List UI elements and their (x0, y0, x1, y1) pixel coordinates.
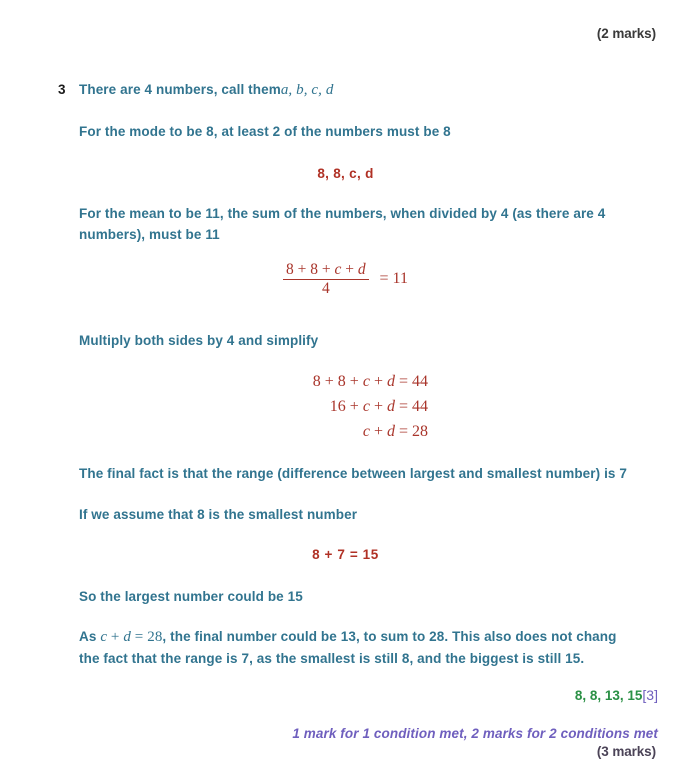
range-calculation-text: 8 + 7 = 15 (312, 547, 379, 562)
equation-lhs-numbers: 8 + 8 + (312, 373, 363, 390)
equation-row (0, 369, 428, 394)
question-stem-words: There are 4 numbers, call them (79, 82, 281, 97)
equation-var-c: c (362, 423, 370, 440)
marking-note: 1 mark for 1 condition met, 2 marks for 2 conditions met (292, 726, 658, 741)
fraction-numerator (283, 262, 369, 279)
multiply-instruction-text: Multiply both sides by 4 and simplify (79, 333, 319, 348)
equation-var-d: d (386, 423, 395, 440)
equation-lhs-numbers: 16 + (329, 398, 363, 415)
final-prefix: As (79, 629, 101, 644)
range-calculation-row (0, 546, 691, 564)
mode-condition-text: For the mode to be 8, at least 2 of the numbers must be 8 (79, 124, 451, 139)
equation-block (0, 369, 428, 444)
largest-number-text: So the largest number could be 15 (79, 589, 303, 604)
equation-var-c: c (362, 373, 370, 390)
mode-condition-line (79, 123, 658, 141)
fraction-numerator-numbers: 8 + 8 + (286, 261, 335, 278)
question-stem-text (79, 82, 658, 99)
equation-rhs: = 28 (394, 423, 428, 440)
marks-bottom-label: (3 marks) (596, 744, 656, 759)
range-fact-text: The final fact is that the range (difference between largest and smallest number) is 7 (79, 466, 627, 481)
question-stem-row (58, 82, 658, 99)
equation-rhs: = 44 (394, 398, 428, 415)
equation-var-d: d (386, 398, 395, 415)
equation-var-d: d (386, 373, 395, 390)
range-fact-line (79, 465, 659, 483)
mode-result-variables: c, d (349, 166, 374, 181)
final-plus: + (107, 629, 124, 645)
marks-top-label: (2 marks) (596, 26, 656, 41)
answer-marks-badge: [3] (642, 687, 658, 703)
question-number: 3 (58, 82, 66, 97)
mode-result-numbers: 8, 8, (317, 166, 350, 181)
fraction-denominator: 4 (321, 279, 330, 297)
fraction-numerator-var-d: d (357, 261, 366, 278)
largest-number-line (79, 588, 658, 606)
assume-smallest-line (79, 506, 658, 524)
equation-rhs: = 44 (394, 373, 428, 390)
answer-line (575, 687, 658, 703)
final-explanation-paragraph (79, 626, 658, 672)
equation-row (0, 419, 428, 444)
final-var-d: d (123, 629, 131, 645)
final-explanation-line2: the fact that the range is 7, as the smallest is still 8, and the biggest is still 15. (79, 651, 585, 666)
final-explanation-line1 (79, 626, 658, 648)
equation-plus: + (369, 423, 387, 440)
question-stem-variables: a, b, c, d (280, 82, 334, 98)
equation-row (0, 394, 428, 419)
mean-condition-line (79, 203, 659, 245)
fraction-wrapper (283, 262, 408, 296)
fraction-equals-value: = 11 (379, 270, 408, 287)
final-equals-28: = 28 (130, 629, 163, 645)
final-var-c: c (100, 629, 108, 645)
answer-values: 8, 8, 13, 15 (574, 688, 643, 703)
mean-fraction-equation (0, 262, 691, 296)
fraction-numerator-plus: + (341, 261, 358, 278)
final-rest-line1: , the final number could be 13, to sum to 28. This also does not chang (162, 629, 617, 644)
mode-result-row (0, 165, 691, 183)
fraction (283, 262, 369, 296)
final-inline-math (100, 629, 162, 645)
equation-plus: + (369, 398, 387, 415)
fraction-numerator-var-c: c (334, 261, 342, 278)
mean-condition-text: For the mean to be 11, the sum of the numbers, when divided by 4 (as there are 4 numbers), must be 11 (79, 206, 606, 242)
multiply-instruction-line (79, 332, 658, 350)
equation-plus: + (369, 373, 387, 390)
equation-var-c: c (362, 398, 370, 415)
assume-smallest-text: If we assume that 8 is the smallest number (79, 507, 358, 522)
